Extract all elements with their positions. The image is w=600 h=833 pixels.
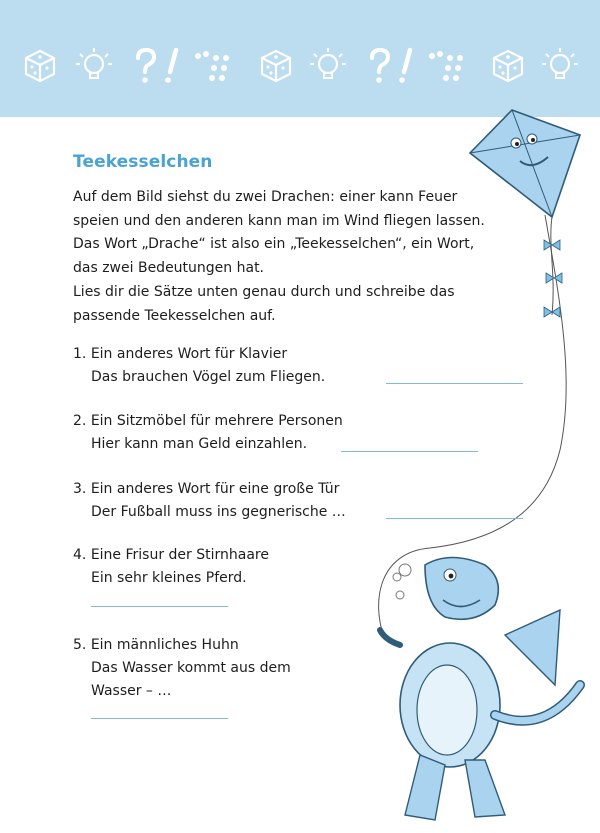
intro-line: Das Wort „Drache“ ist also ein „Teekesselchen“, ein Wort,: [73, 236, 475, 253]
header-banner: [0, 0, 600, 117]
dice-icon: [18, 44, 62, 88]
dots-icon: [190, 44, 234, 88]
task-clue: Ein anderes Wort für Klavier: [90, 346, 288, 362]
intro-line: speien und den anderen kann man im Wind fliegen lassen.: [73, 212, 485, 229]
lightbulb-icon: [306, 44, 350, 88]
dragon-illustration: [355, 545, 600, 833]
task-4: [73, 544, 269, 590]
task-number: 4.: [73, 547, 87, 563]
page-title: Teekesselchen: [73, 152, 213, 172]
answer-line-4[interactable]: [91, 606, 228, 607]
intro-line: das zwei Bedeutungen hat.: [73, 260, 265, 277]
dice-icon: [254, 44, 298, 88]
task-clue: Ein Sitzmöbel für mehrere Personen: [90, 413, 343, 429]
task-clue: Ein sehr kleines Pferd.: [91, 570, 247, 586]
task-5: [73, 634, 291, 703]
task-clue: Der Fußball muss ins gegnerische …: [91, 504, 346, 520]
task-1: [73, 343, 325, 389]
task-number: 2.: [73, 413, 87, 429]
intro-text: [73, 186, 485, 328]
task-clue: Ein männliches Huhn: [90, 637, 239, 653]
answer-line-2[interactable]: [341, 451, 478, 452]
task-number: 1.: [73, 346, 87, 362]
intro-line: Auf dem Bild siehst du zwei Drachen: einer kann Feuer: [73, 189, 458, 205]
answer-line-1[interactable]: [386, 383, 523, 384]
lightbulb-icon: [72, 44, 116, 88]
answer-line-5[interactable]: [91, 718, 228, 719]
task-3: [73, 478, 346, 524]
task-clue: Das brauchen Vögel zum Fliegen.: [91, 369, 326, 385]
intro-line: passende Teekesselchen auf.: [73, 307, 276, 324]
task-number: 5.: [73, 637, 87, 653]
intro-line: Lies dir die Sätze unten genau durch und schreibe das: [73, 283, 455, 300]
task-clue: Wasser – …: [91, 683, 172, 699]
kite-illustration: [460, 105, 590, 335]
answer-line-3[interactable]: [386, 518, 523, 519]
lightbulb-icon: [538, 44, 582, 88]
task-clue: Hier kann man Geld einzahlen.: [91, 436, 308, 452]
task-clue: Eine Frisur der Stirnhaare: [90, 547, 269, 563]
dots-icon: [424, 44, 468, 88]
dice-icon: [486, 44, 530, 88]
task-clue: Das Wasser kommt aus dem: [91, 660, 291, 676]
task-clue: Ein anderes Wort für eine große Tür: [90, 481, 340, 497]
task-2: [73, 410, 343, 456]
task-number: 3.: [73, 481, 87, 497]
